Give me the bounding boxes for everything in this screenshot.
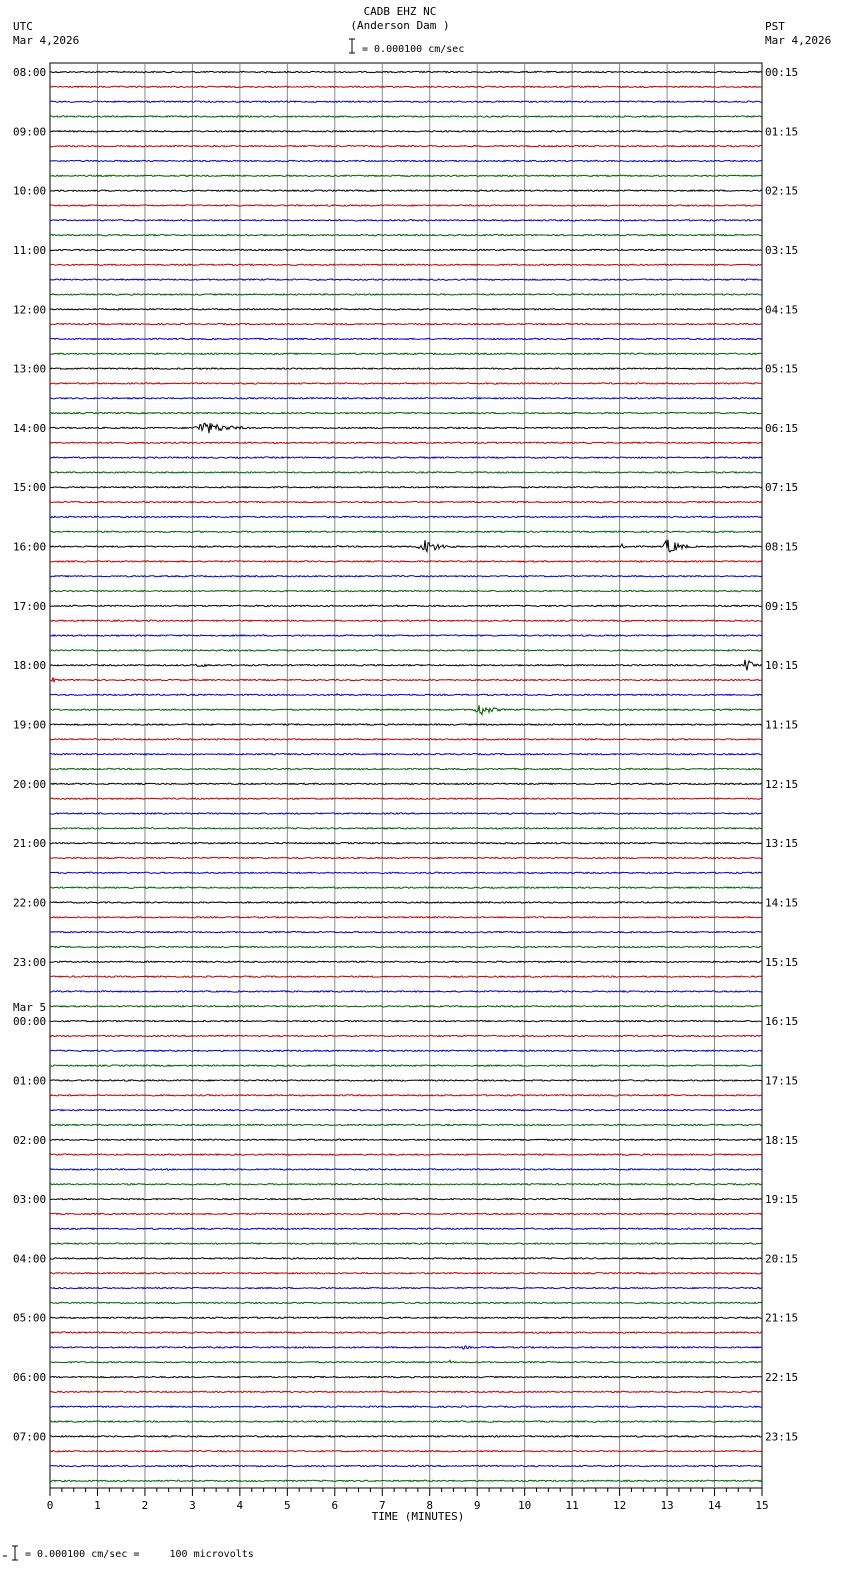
seismic-trace [50,1184,762,1185]
seismic-trace [50,472,762,473]
scale-bar-icon [349,39,355,53]
left-date: Mar 4,2026 [13,34,80,47]
seismic-trace [50,1213,762,1214]
seismic-trace [50,540,762,552]
pst-hour-label: 11:15 [765,718,799,732]
seismic-trace [50,190,762,191]
x-tick-label: 15 [755,1499,769,1512]
seismic-trace [50,1080,762,1081]
seismic-trace [50,677,762,682]
pst-hour-label: 04:15 [765,303,799,317]
seismic-trace [50,516,762,517]
seismic-trace [50,1360,762,1363]
utc-hour-label: 00:00 [13,1015,47,1029]
utc-hour-label: 11:00 [13,243,47,257]
pst-hour-label: 17:15 [765,1074,799,1088]
seismic-trace [50,976,762,977]
pst-hour-label: 20:15 [765,1252,799,1266]
seismic-trace [50,1465,762,1466]
seismic-trace [50,531,762,532]
seismic-trace [50,279,762,280]
seismic-trace [50,1228,762,1229]
x-tick-label: 11 [565,1499,579,1512]
seismic-trace [50,576,762,577]
utc-hour-label: 16:00 [13,540,47,554]
pst-hour-label: 18:15 [765,1133,799,1147]
seismic-trace [50,705,762,714]
seismic-trace [50,1243,762,1244]
pst-hour-label: 23:15 [765,1430,799,1444]
seismic-trace [50,739,762,740]
utc-hour-label: 06:00 [13,1371,47,1385]
seismic-trace [50,902,762,903]
pst-hour-label: 06:15 [765,421,799,435]
pst-hour-label: 21:15 [765,1311,799,1325]
seismic-trace [50,590,762,591]
seismic-trace [50,1273,762,1274]
seismic-trace [50,205,762,206]
pst-hour-label: 22:15 [765,1371,799,1385]
seismic-trace [50,1346,762,1349]
seismic-trace [50,398,762,399]
seismic-trace [50,264,762,265]
pst-hour-label: 09:15 [765,599,799,613]
seismic-trace [50,412,762,413]
seismic-trace [50,1406,762,1407]
seismic-trace [50,457,762,458]
seismic-trace [50,887,762,888]
seismic-trace [50,872,762,873]
pst-hour-label: 19:15 [765,1193,799,1207]
seismic-trace [50,442,762,443]
x-tick-label: 12 [612,1499,627,1512]
seismic-trace [50,1480,762,1481]
seismic-trace [50,423,762,433]
seismic-trace [50,1198,762,1199]
seismic-trace [50,1050,762,1051]
seismic-trace [50,798,762,799]
utc-hour-label: 03:00 [13,1193,47,1207]
seismic-trace [50,917,762,918]
utc-hour-label: 05:00 [13,1311,47,1325]
seismic-trace [50,1302,762,1303]
utc-hour-label: 07:00 [13,1430,47,1444]
seismic-trace [50,338,762,339]
seismic-trace [50,1421,762,1422]
seismic-trace [50,1451,762,1452]
utc-hour-label: 04:00 [13,1252,47,1266]
pst-hour-label: 15:15 [765,955,799,969]
seismic-trace [50,1095,762,1096]
pst-hour-label: 05:15 [765,362,799,376]
seismic-trace [50,783,762,784]
seismic-trace [50,753,762,754]
utc-hour-label: 12:00 [13,303,47,317]
seismic-trace [50,1258,762,1259]
left-timezone: UTC [13,20,33,33]
seismic-trace [50,620,762,621]
seismic-trace [50,383,762,384]
date-change-label: Mar 5 [13,1001,47,1015]
seismic-trace [50,145,762,146]
seismic-trace [50,842,762,843]
seismic-trace [50,1139,762,1140]
seismic-trace [50,635,762,636]
station-site: (Anderson Dam ) [350,19,450,32]
pst-hour-label: 08:15 [765,540,799,554]
x-tick-label: 13 [660,1499,674,1512]
seismic-trace [50,1391,762,1392]
x-axis-title: TIME (MINUTES) [371,1510,465,1523]
seismic-trace [50,1287,762,1288]
utc-hour-label: 20:00 [13,777,47,791]
seismic-trace [50,309,762,310]
pst-hour-label: 13:15 [765,837,799,851]
seismic-trace [50,768,762,769]
utc-hour-label: 19:00 [13,718,47,732]
seismic-trace [50,1035,762,1036]
seismic-trace [50,857,762,858]
seismic-trace [50,220,762,221]
utc-hour-label: 15:00 [13,481,47,495]
seismic-trace [50,86,762,87]
seismic-trace [50,71,762,72]
seismic-trace [50,813,762,814]
x-tick-label: 6 [331,1499,339,1512]
pst-hour-label: 14:15 [765,896,799,910]
footer-scale-bar-icon [3,1546,18,1560]
seismic-trace [50,487,762,488]
seismic-trace [50,175,762,176]
seismic-trace [50,724,762,725]
utc-hour-label: 09:00 [13,125,47,139]
utc-hour-label: 10:00 [13,184,47,198]
pst-hour-label: 12:15 [765,777,799,791]
x-tick-label: 5 [284,1499,291,1512]
seismic-trace [50,694,762,696]
seismic-trace [50,605,762,606]
seismic-trace [50,368,762,369]
utc-hour-label: 13:00 [13,362,47,376]
x-tick-label: 1 [94,1499,101,1512]
seismic-trace [50,131,762,132]
x-tick-label: 4 [236,1499,244,1512]
utc-hour-label: 02:00 [13,1133,47,1147]
utc-hour-label: 23:00 [13,955,47,969]
seismic-trace [50,1332,762,1333]
seismic-trace [50,1317,762,1318]
utc-hour-label: 22:00 [13,896,47,910]
pst-hour-label: 07:15 [765,481,799,495]
seismic-trace [50,1109,762,1110]
seismic-trace [50,1124,762,1125]
pst-hour-label: 01:15 [765,125,799,139]
seismic-trace [50,961,762,962]
seismic-trace [50,1436,762,1437]
utc-hour-label: 08:00 [13,66,47,79]
scale-label: = 0.000100 cm/sec [362,44,465,55]
seismic-trace [50,1065,762,1066]
seismic-trace [50,828,762,829]
pst-hour-label: 00:15 [765,66,799,79]
seismic-trace [50,249,762,250]
x-tick-label: 10 [518,1499,532,1512]
seismic-trace [50,116,762,117]
seismic-trace [50,991,762,992]
x-tick-label: 7 [378,1499,386,1512]
seismic-trace [50,101,762,102]
seismic-trace [50,1169,762,1170]
seismic-trace [50,234,762,235]
station-title: CADB EHZ NC [363,5,437,18]
seismic-trace [50,353,762,354]
footer-scale-note: = 0.000100 cm/sec = 100 microvolts [25,1549,254,1560]
right-timezone: PST [765,20,785,33]
utc-hour-label: 21:00 [13,837,47,851]
pst-hour-label: 02:15 [765,184,799,198]
right-date: Mar 4,2026 [765,34,832,47]
seismic-trace [50,660,762,671]
seismic-trace [50,294,762,295]
x-tick-label: 2 [141,1499,149,1512]
x-tick-label: 9 [473,1499,481,1512]
seismic-trace [50,501,762,502]
utc-hour-label: 17:00 [13,599,47,613]
utc-hour-label: 18:00 [13,659,47,673]
utc-hour-label: 14:00 [13,421,47,435]
seismic-trace [50,160,762,161]
pst-hour-label: 03:15 [765,243,799,257]
seismic-trace [50,1376,762,1377]
seismic-trace [50,561,762,562]
seismic-trace [50,1006,762,1007]
utc-hour-label: 01:00 [13,1074,47,1088]
x-tick-label: 8 [426,1499,434,1512]
seismic-trace [50,1020,762,1021]
x-tick-label: 14 [707,1499,722,1512]
seismic-trace [50,1154,762,1155]
seismic-trace [50,650,762,651]
pst-hour-label: 16:15 [765,1015,799,1029]
seismic-trace [50,931,762,932]
seismic-trace [50,323,762,324]
seismic-trace [50,946,762,947]
x-tick-label: 3 [189,1499,196,1512]
x-tick-label: 0 [46,1499,54,1512]
pst-hour-label: 10:15 [765,659,799,673]
